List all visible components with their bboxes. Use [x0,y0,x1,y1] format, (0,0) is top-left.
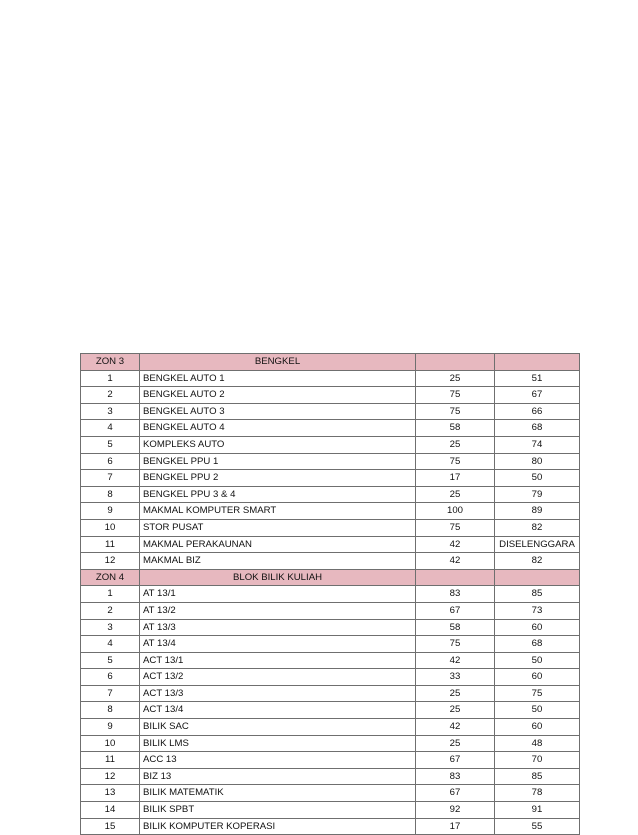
value-b: 89 [495,503,580,520]
room-name: KOMPLEKS AUTO [140,436,416,453]
value-b: 60 [495,669,580,686]
room-name: STOR PUSAT [140,519,416,536]
row-number: 9 [81,503,140,520]
table-row [81,453,580,470]
room-name: BENGKEL PPU 1 [140,453,416,470]
value-b: 50 [495,470,580,487]
room-name: BENGKEL PPU 2 [140,470,416,487]
room-name: AT 13/4 [140,636,416,653]
value-a: 75 [416,453,495,470]
value-b: 78 [495,785,580,802]
table-row [81,669,580,686]
value-b: 55 [495,818,580,835]
row-number: 6 [81,669,140,686]
room-name: BILIK SPBT [140,802,416,819]
table-row [81,470,580,487]
room-name: AT 13/3 [140,619,416,636]
row-number: 11 [81,752,140,769]
room-name: ACT 13/1 [140,652,416,669]
table-row [81,702,580,719]
value-b: 50 [495,702,580,719]
value-a: 75 [416,403,495,420]
value-b: 73 [495,602,580,619]
value-a: 42 [416,719,495,736]
row-number: 3 [81,403,140,420]
value-a: 58 [416,420,495,437]
room-name: BENGKEL PPU 3 & 4 [140,486,416,503]
value-a: 42 [416,652,495,669]
value-b: 80 [495,453,580,470]
value-a: 75 [416,387,495,404]
zone-header-row [81,569,580,586]
zone-title: BENGKEL [140,354,416,371]
row-number: 2 [81,387,140,404]
table-row [81,403,580,420]
value-a: 75 [416,636,495,653]
room-name: MAKMAL BIZ [140,553,416,570]
room-name: BILIK SAC [140,719,416,736]
value-a: 17 [416,818,495,835]
value-a: 42 [416,553,495,570]
value-a: 25 [416,702,495,719]
value-a: 25 [416,436,495,453]
row-number: 12 [81,553,140,570]
table-row [81,735,580,752]
room-name: BENGKEL AUTO 2 [140,387,416,404]
value-b: 60 [495,719,580,736]
value-b: 66 [495,403,580,420]
value-a: 67 [416,785,495,802]
row-number: 7 [81,470,140,487]
zone-label: ZON 3 [81,354,140,371]
value-a: 67 [416,602,495,619]
value-b: 51 [495,370,580,387]
row-number: 10 [81,519,140,536]
value-a: 83 [416,586,495,603]
table-row [81,768,580,785]
room-name: BILIK MATEMATIK [140,785,416,802]
room-name: AT 13/1 [140,586,416,603]
table-row [81,636,580,653]
table-row [81,619,580,636]
table-row [81,553,580,570]
value-b: 85 [495,586,580,603]
row-number: 4 [81,420,140,437]
table-row [81,420,580,437]
value-a: 58 [416,619,495,636]
table-row [81,752,580,769]
empty-cell [495,354,580,371]
room-name: AT 13/2 [140,602,416,619]
value-b: 67 [495,387,580,404]
zone-table [80,353,580,835]
room-name: ACC 13 [140,752,416,769]
room-name: ACT 13/3 [140,685,416,702]
value-a: 92 [416,802,495,819]
value-a: 25 [416,735,495,752]
value-b: 75 [495,685,580,702]
table-row [81,387,580,404]
row-number: 9 [81,719,140,736]
room-name: ACT 13/4 [140,702,416,719]
table-row [81,370,580,387]
table-row [81,802,580,819]
value-a: 25 [416,370,495,387]
table-row [81,719,580,736]
value-a: 67 [416,752,495,769]
value-b: 70 [495,752,580,769]
room-name: BIZ 13 [140,768,416,785]
table-row [81,436,580,453]
value-a: 17 [416,470,495,487]
room-name: BENGKEL AUTO 1 [140,370,416,387]
value-a: 25 [416,685,495,702]
row-number: 13 [81,785,140,802]
value-a: 42 [416,536,495,553]
row-number: 12 [81,768,140,785]
empty-cell [416,354,495,371]
table-row [81,818,580,835]
room-name: BILIK KOMPUTER KOPERASI [140,818,416,835]
room-name: MAKMAL PERAKAUNAN [140,536,416,553]
table-row [81,486,580,503]
room-name: MAKMAL KOMPUTER SMART [140,503,416,520]
zone-title: BLOK BILIK KULIAH [140,569,416,586]
table-row [81,503,580,520]
table-row [81,652,580,669]
room-name: BILIK LMS [140,735,416,752]
zone-table-body [81,354,580,835]
empty-cell [416,569,495,586]
table-row [81,586,580,603]
table-row [81,685,580,702]
zone-label: ZON 4 [81,569,140,586]
row-number: 8 [81,486,140,503]
table-row [81,536,580,553]
value-b: 48 [495,735,580,752]
value-b: 50 [495,652,580,669]
row-number: 15 [81,818,140,835]
room-name: BENGKEL AUTO 3 [140,403,416,420]
row-number: 8 [81,702,140,719]
value-a: 33 [416,669,495,686]
table-row [81,602,580,619]
row-number: 14 [81,802,140,819]
value-b: DISELENGGARA [495,536,580,553]
row-number: 2 [81,602,140,619]
empty-cell [495,569,580,586]
row-number: 10 [81,735,140,752]
room-name: BENGKEL AUTO 4 [140,420,416,437]
zone-header-row [81,354,580,371]
value-b: 68 [495,636,580,653]
value-a: 83 [416,768,495,785]
row-number: 5 [81,436,140,453]
value-b: 85 [495,768,580,785]
value-b: 68 [495,420,580,437]
row-number: 11 [81,536,140,553]
value-b: 60 [495,619,580,636]
row-number: 1 [81,370,140,387]
row-number: 1 [81,586,140,603]
value-a: 75 [416,519,495,536]
value-b: 74 [495,436,580,453]
row-number: 7 [81,685,140,702]
value-b: 91 [495,802,580,819]
row-number: 6 [81,453,140,470]
value-a: 100 [416,503,495,520]
room-name: ACT 13/2 [140,669,416,686]
table-row [81,519,580,536]
value-b: 79 [495,486,580,503]
value-b: 82 [495,519,580,536]
row-number: 5 [81,652,140,669]
table-row [81,785,580,802]
value-a: 25 [416,486,495,503]
value-b: 82 [495,553,580,570]
row-number: 3 [81,619,140,636]
row-number: 4 [81,636,140,653]
